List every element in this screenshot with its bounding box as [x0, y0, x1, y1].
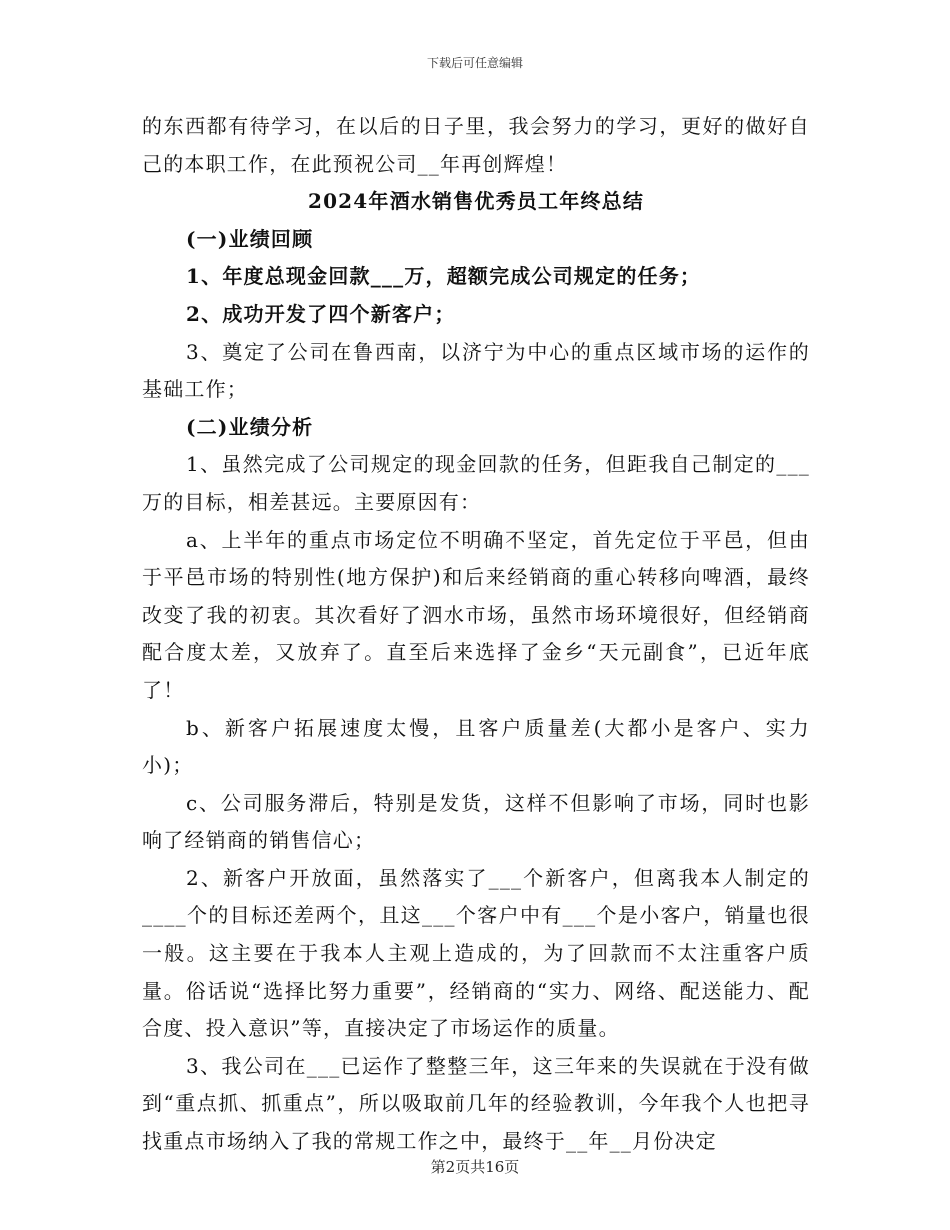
- paragraph-continuation: 的东西都有待学习，在以后的日子里，我会努力的学习，更好的做好自己的本职工作，在此预祝公司__年再创辉煌！: [142, 114, 810, 176]
- review-item-3: 3、奠定了公司在鲁西南，以济宁为中心的重点区域市场的运作的基础工作；: [142, 339, 810, 402]
- section-heading-performance-review: (一)业绩回顾: [186, 226, 314, 251]
- analysis-reason-c: c、公司服务滞后，特别是发货，这样不但影响了市场，同时也影响了经销商的销售信心；: [142, 790, 810, 853]
- section-heading-performance-analysis: (二)业绩分析: [186, 414, 314, 439]
- analysis-reason-b: b、新客户拓展速度太慢，且客户质量差(大都小是客户、实力小)；: [142, 715, 810, 778]
- analysis-item-1: 1、虽然完成了公司规定的现金回款的任务，但距我自己制定的___万的目标，相差甚远。主要原因有：: [142, 452, 810, 514]
- document-title: 2024年酒水销售优秀员工年终总结: [307, 189, 645, 214]
- analysis-item-2: 2、新客户开放面，虽然落实了___个新客户，但离我本人制定的____个的目标还差两个，且这___个客户中有___个是小客户，销量也很一般。这主要在于我本人主观上造成的，为了回款而不太注重客户质量。俗话说“选择比努力重要”，经销商的“实力、网络、配送能力、配合度、投入意识”等，直接决定了市场运作的质量。: [142, 865, 810, 1041]
- review-item-1: 1、年度总现金回款___万，超额完成公司规定的任务；: [186, 264, 702, 289]
- page-footer: 第2页共16页: [430, 1158, 520, 1176]
- analysis-reason-a: a、上半年的重点市场定位不明确不坚定，首先定位于平邑，但由于平邑市场的特别性(地方保护)和后来经销商的重心转移向啤酒，最终改变了我的初衷。其次看好了泗水市场，虽然市场环境很好，但经销商配合度太差，又放弃了。直至后来选择了金乡“天元副食”，已近年底了！: [142, 527, 810, 702]
- analysis-item-3: 3、我公司在___已运作了整整三年，这三年来的失误就在于没有做到“重点抓、抓重点”，所以吸取前几年的经验教训，今年我个人也把寻找重点市场纳入了我的常规工作之中，最终于__年__月份决定: [142, 1053, 810, 1154]
- page-header: 下载后可任意编辑: [426, 56, 523, 70]
- review-item-2: 2、成功开发了四个新客户；: [186, 301, 456, 326]
- document-body: [142, 108, 810, 1161]
